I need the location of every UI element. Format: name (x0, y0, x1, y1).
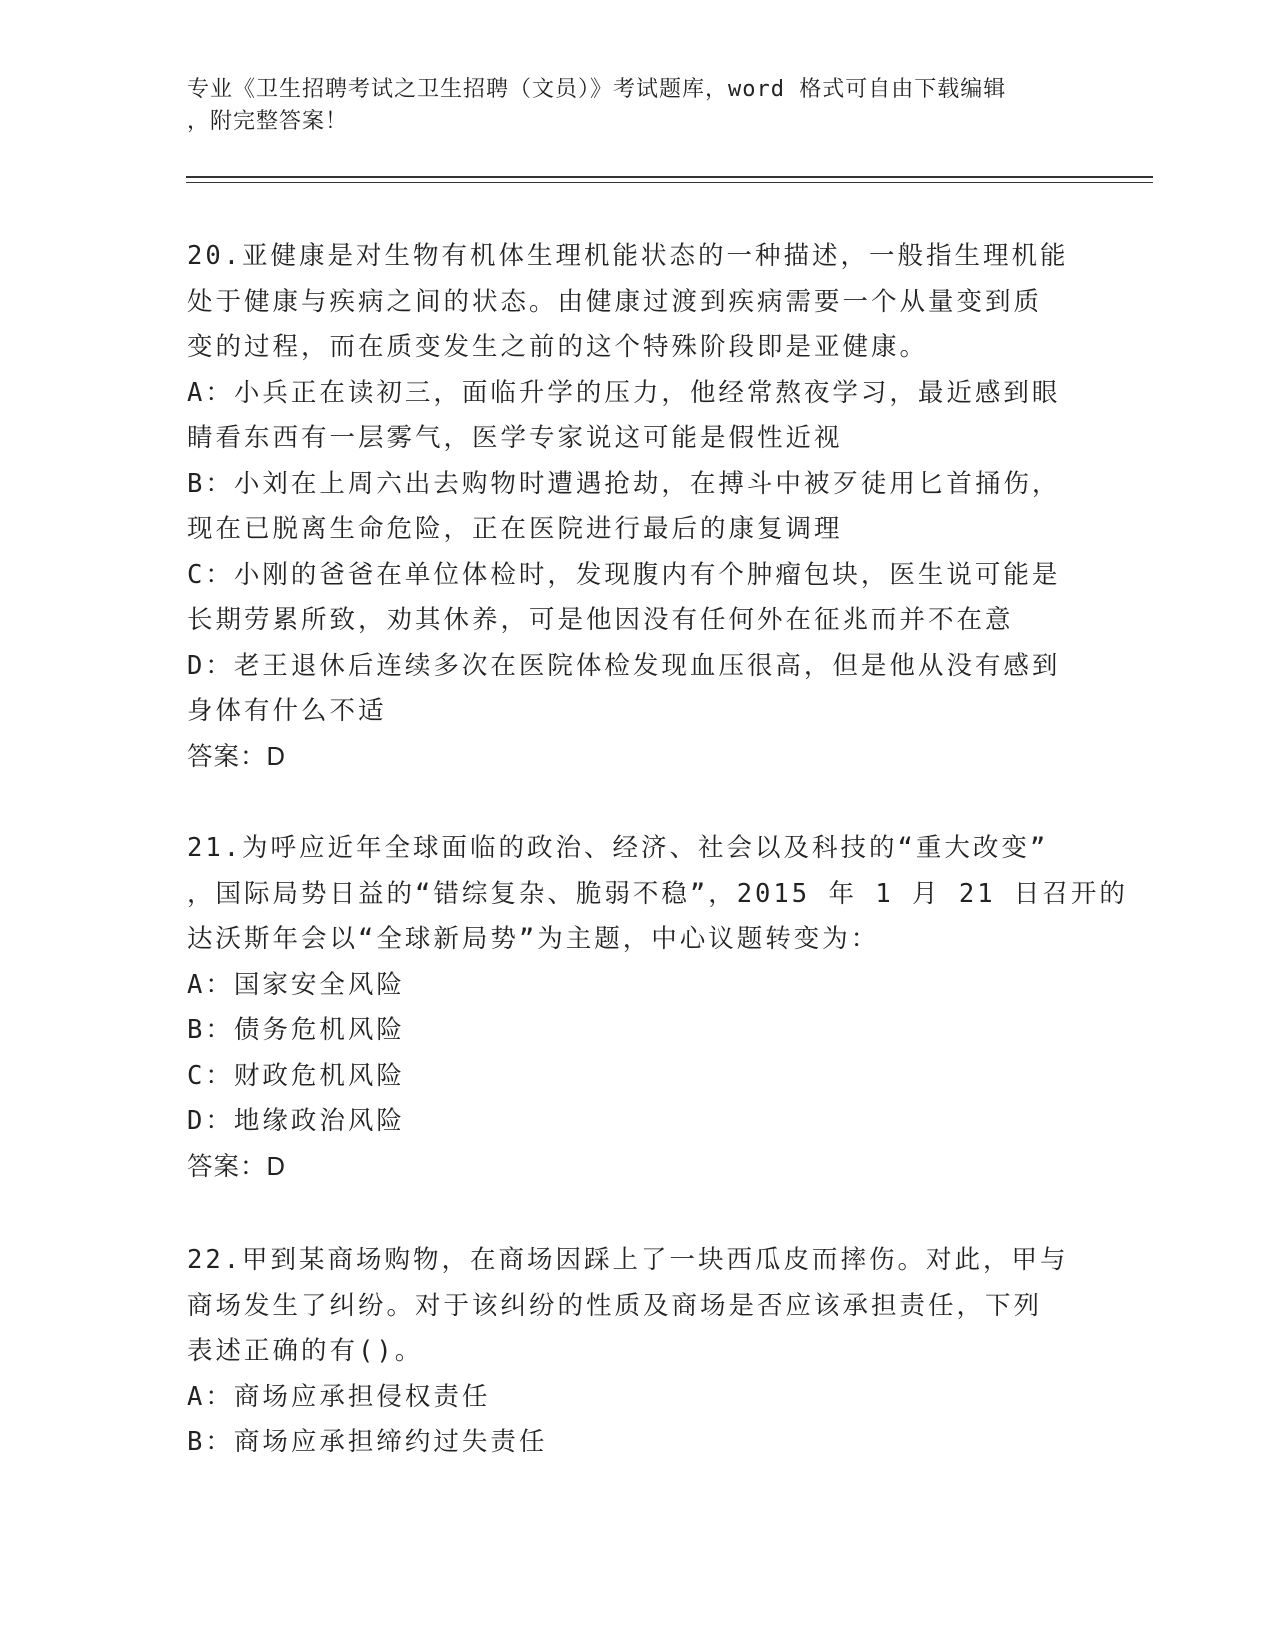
header-line-1: 专业《卫生招聘考试之卫生招聘（文员）》考试题库，word 格式可自由下载编辑 (187, 77, 1007, 102)
option-label: D： (187, 650, 234, 681)
question-stem-line: 达沃斯年会以“全球新局势”为主题，中心议题转变为： (187, 924, 880, 954)
header-divider-thin (186, 182, 1153, 183)
option-a (187, 1375, 1087, 1421)
question-stem-line: 处于健康与疾病之间的状态。由健康过渡到疾病需要一个从量变到质 (187, 286, 1043, 317)
option-d (187, 644, 1087, 735)
document-header (187, 74, 1067, 138)
option-label: C： (187, 559, 234, 590)
option-text: 小兵正在读初三，面临升学的压力，他经常熬夜学习，最近感到眼睛看东西有一层雾气，医学专家说这可能是假性近视 (187, 377, 1061, 453)
option-label: C： (187, 1060, 234, 1091)
header-divider-thick (186, 176, 1153, 178)
option-b (187, 1008, 1087, 1054)
option-c (187, 553, 1087, 644)
answer: 答案：D (187, 742, 286, 771)
option-label: A： (187, 969, 234, 1000)
option-label: D： (187, 1106, 234, 1136)
option-text: 老王退休后连续多次在医院体检发现血压很高，但是他从没有感到身体有什么不适 (187, 650, 1061, 726)
option-label: A： (187, 377, 234, 408)
question-stem-line: 21.为呼应近年全球面临的政治、经济、社会以及科技的“重大改变” (187, 833, 1049, 863)
option-label: B： (187, 1015, 234, 1045)
option-text: 国家安全风险 (233, 969, 405, 1000)
question-stem-line: 22.甲到某商场购物，在商场因踩上了一块西瓜皮而摔伤。对此，甲与 (187, 1245, 1069, 1275)
option-text: 商场应承担侵权责任 (233, 1381, 491, 1412)
question-stem-line: ，国际局势日益的“错综复杂、脆弱不稳”，2015 年 1 月 21 日召开的 (187, 878, 1128, 909)
option-text: 小刚的爸爸在单位体检时，发现腹内有个肿瘤包块，医生说可能是长期劳累所致，劝其休养，可是他因没有任何外在征兆而并不在意 (187, 559, 1061, 635)
option-text: 财政危机风险 (233, 1060, 405, 1091)
question-21 (187, 826, 1128, 1190)
answer: 答案：D (187, 1152, 286, 1181)
question-stem-line: 变的过程，而在质变发生之前的这个特殊阶段即是亚健康。 (187, 332, 929, 362)
header-line-2: ，附完整答案！ (187, 109, 349, 134)
option-c (187, 1054, 1087, 1100)
option-d (187, 1099, 1087, 1145)
option-text: 地缘政治风险 (233, 1106, 405, 1136)
option-text: 小刘在上周六出去购物时遭遇抢劫，在搏斗中被歹徒用匕首捅伤，现在已脱离生命危险，正在医院进行最后的康复调理 (187, 468, 1061, 544)
question-22 (187, 1238, 1087, 1466)
question-stem-line: 表述正确的有()。 (187, 1336, 424, 1366)
option-b (187, 1420, 1087, 1466)
question-stem-line: 20.亚健康是对生物有机体生理机能状态的一种描述，一般指生理机能 (187, 241, 1069, 271)
option-text: 商场应承担缔约过失责任 (233, 1427, 548, 1457)
option-text: 债务危机风险 (233, 1015, 405, 1045)
option-b (187, 462, 1087, 553)
question-20 (187, 234, 1087, 780)
option-label: B： (187, 468, 234, 499)
option-label: B： (187, 1427, 234, 1457)
question-stem-line: 商场发生了纠纷。对于该纠纷的性质及商场是否应该承担责任，下列 (187, 1290, 1043, 1321)
option-a (187, 963, 1087, 1009)
option-a (187, 371, 1087, 462)
option-label: A： (187, 1381, 234, 1412)
